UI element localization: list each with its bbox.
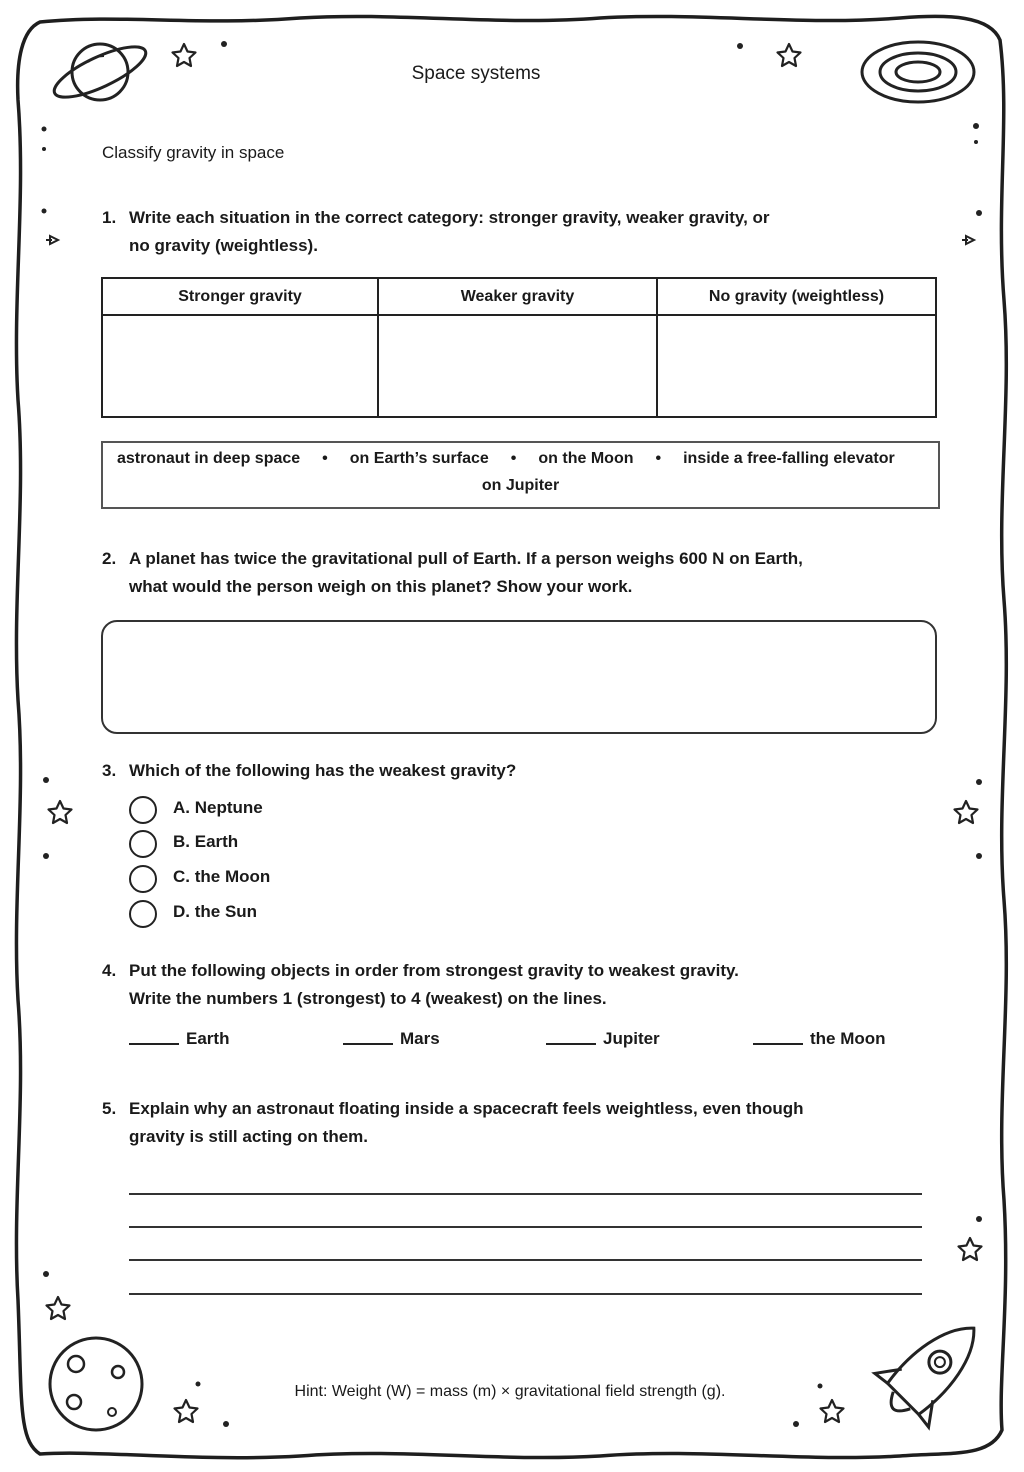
radio-circle[interactable] (129, 900, 157, 928)
question-text: A planet has twice the gravitational pull of Earth. If a person weighs 600 N on Earth, (129, 549, 803, 568)
page-title: Space systems (411, 63, 541, 84)
word-bank (101, 441, 940, 509)
formula-hint: Hint: Weight (W) = mass (m) × gravitational field strength (g). (294, 1383, 726, 1400)
word-bank-item: astronaut in deep space (117, 450, 301, 467)
question-text: Explain why an astronaut floating inside a spacecraft feels weightless, even though (129, 1099, 804, 1118)
option-letter: B. (173, 832, 190, 851)
order-item-label: Mars (400, 1029, 440, 1048)
order-item-earth (129, 1029, 229, 1049)
answer-line[interactable] (129, 1193, 922, 1195)
question-number: 4. (102, 961, 117, 980)
answer-line[interactable] (129, 1293, 922, 1295)
option-letter: D. (173, 902, 190, 921)
order-item-label: Jupiter (603, 1029, 660, 1048)
order-item-label: the Moon (810, 1029, 886, 1048)
answer-cell-weaker[interactable] (379, 316, 658, 416)
answer-cell-stronger[interactable] (103, 316, 379, 416)
word-bank-item: on Jupiter (481, 477, 560, 494)
radio-circle[interactable] (129, 796, 157, 824)
question-text: Which of the following has the weakest gravity? (129, 761, 517, 780)
question-number: 3. (102, 761, 117, 780)
star-icon (175, 1400, 198, 1422)
question-number: 2. (102, 549, 117, 568)
word-bank-item: on the Moon (538, 450, 634, 467)
question-text: Put the following objects in order from strongest gravity to weakest gravity. (129, 961, 739, 980)
answer-cell-none[interactable] (658, 316, 935, 416)
radio-circle[interactable] (129, 865, 157, 893)
question-5 (102, 1095, 804, 1151)
option-text: the Moon (194, 867, 271, 886)
question-4 (102, 957, 739, 1013)
star-icon (959, 1238, 982, 1260)
answer-line[interactable] (129, 1259, 922, 1261)
order-item-mars (343, 1029, 440, 1049)
order-item-jupiter (546, 1029, 660, 1049)
order-item-label: Earth (186, 1029, 230, 1048)
work-answer-box[interactable] (101, 620, 937, 734)
option-letter: A. (173, 798, 190, 817)
answer-blank[interactable] (343, 1043, 393, 1045)
star-icon (47, 1297, 70, 1319)
column-header-stronger: Stronger gravity (103, 279, 379, 316)
question-text: what would the person weigh on this planet? Show your work. (129, 577, 633, 596)
question-1 (102, 204, 770, 260)
radio-circle[interactable] (129, 830, 157, 858)
option-letter: C. (173, 867, 190, 886)
column-header-none: No gravity (weightless) (658, 279, 935, 316)
star-icon (49, 801, 72, 823)
star-icon (821, 1400, 844, 1422)
order-item-moon (753, 1029, 886, 1049)
worksheet-subtitle: Classify gravity in space (102, 143, 285, 162)
rocket-icon (866, 1301, 1000, 1435)
question-3 (102, 757, 516, 785)
word-bank-item: inside a free-falling elevator (683, 450, 895, 467)
bullet-separator: • (510, 450, 517, 467)
question-text: Write the numbers 1 (strongest) to 4 (weakest) on the lines. (129, 989, 607, 1008)
answer-blank[interactable] (129, 1043, 179, 1045)
option-text: Neptune (194, 798, 263, 817)
question-2 (102, 545, 803, 601)
bullet-separator: • (655, 450, 662, 467)
word-bank-item: on Earth’s surface (349, 450, 489, 467)
answer-blank[interactable] (753, 1043, 803, 1045)
column-header-weaker: Weaker gravity (379, 279, 658, 316)
question-number: 1. (102, 208, 117, 227)
option-text: Earth (194, 832, 239, 851)
bullet-separator: • (322, 450, 328, 467)
question-text: no gravity (weightless). (129, 236, 318, 255)
question-number: 5. (102, 1099, 117, 1118)
star-icon (955, 801, 978, 823)
classification-table (101, 277, 937, 418)
answer-blank[interactable] (546, 1043, 596, 1045)
option-text: the Sun (194, 902, 258, 921)
answer-line[interactable] (129, 1226, 922, 1228)
question-text: Write each situation in the correct category: stronger gravity, weaker gravity, or (129, 208, 770, 227)
question-text: gravity is still acting on them. (129, 1127, 368, 1146)
